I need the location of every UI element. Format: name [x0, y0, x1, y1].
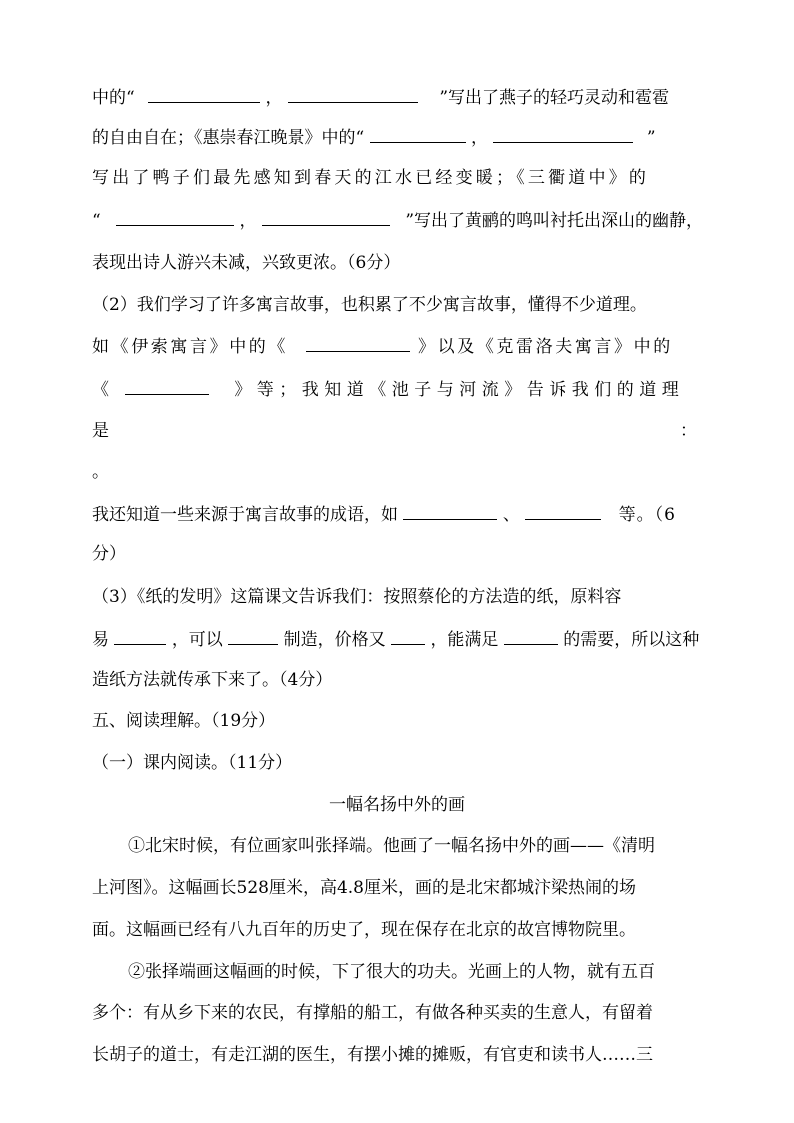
- text: 》以及《克雷洛夫寓言》中的: [418, 337, 673, 357]
- text: 写出了鸭子们最先感知到春天的江水已经变暖；《三衢道中》的: [92, 168, 650, 188]
- text: 造纸方法就传承下来了。（4分）: [92, 670, 333, 690]
- passage-line: [92, 878, 636, 898]
- q3-line-3: [92, 670, 332, 690]
- text: 分）: [92, 544, 126, 564]
- blank[interactable]: [370, 127, 466, 143]
- text: （2）我们学习了许多寓言故事，也积累了不少寓言故事，懂得不少道理。: [92, 295, 647, 315]
- text: 是: [92, 421, 109, 441]
- section-subtitle: [92, 753, 292, 773]
- q2-line-6: [92, 504, 676, 525]
- text: ，可以: [171, 630, 223, 650]
- text: ，能满足: [430, 630, 499, 650]
- blank[interactable]: [403, 504, 497, 520]
- q2-line-2: [92, 336, 673, 357]
- text: （一）课内阅读。（11分）: [92, 753, 293, 773]
- q2-line-4: [92, 421, 702, 441]
- passage-line: [92, 920, 636, 940]
- text: 的需要，所以这种: [563, 630, 700, 650]
- blank[interactable]: [228, 629, 278, 645]
- text: 《: [92, 380, 115, 400]
- blank[interactable]: [525, 504, 601, 520]
- text: 长胡子的道士，有走江湖的医生，有摆小摊的摊贩，有官吏和读书人……三: [92, 1045, 653, 1065]
- passage-line: [92, 1045, 653, 1065]
- q2-line-7: [92, 544, 126, 564]
- passage-line: [92, 1003, 653, 1023]
- blank[interactable]: [391, 629, 425, 645]
- text: 我还知道一些来源于寓言故事的成语，如: [92, 505, 398, 525]
- blank[interactable]: [148, 87, 260, 103]
- text: ：: [680, 421, 697, 441]
- text: 表现出诗人游兴未减，兴致更浓。（6分）: [92, 253, 401, 273]
- text: “: [92, 211, 101, 231]
- text: 。: [92, 462, 109, 482]
- text: ”写出了黄鹂的鸣叫衬托出深山的幽静，: [405, 211, 704, 231]
- text: 五、阅读理解。（19分）: [92, 711, 276, 731]
- text: 等。（6: [618, 505, 676, 525]
- blank[interactable]: [306, 336, 410, 352]
- text: ，: [239, 211, 257, 231]
- section-title: [92, 711, 275, 731]
- text: 多个：有从乡下来的农民，有撑船的船工，有做各种买卖的生意人，有留着: [92, 1003, 653, 1023]
- text: 如《伊索寓言》中的《: [92, 337, 288, 357]
- text: 》等；我知道《池子与河流》告诉我们的道理: [234, 380, 685, 400]
- fill-line-1: [92, 87, 669, 108]
- fill-line-2: [92, 127, 656, 148]
- blank[interactable]: [116, 210, 234, 226]
- text: 、: [502, 505, 520, 525]
- text: 中的“: [92, 88, 135, 108]
- q3-line-2: [92, 629, 699, 650]
- text: ”: [646, 128, 656, 148]
- passage-line: [128, 836, 655, 856]
- text: ①北宋时候，有位画家叫张择端。他画了一幅名扬中外的画——《清明: [128, 836, 655, 856]
- q2-line-5: [92, 462, 109, 482]
- text: ②张择端画这幅画的时候，下了很大的功夫。光画上的人物，就有五百: [128, 962, 655, 982]
- blank[interactable]: [504, 629, 558, 645]
- text: ，: [471, 128, 489, 148]
- blank[interactable]: [114, 629, 166, 645]
- passage-line: [128, 962, 655, 982]
- text: 易: [92, 630, 109, 650]
- text: 制造，价格又: [283, 630, 386, 650]
- q2-line-1: [92, 295, 647, 315]
- blank[interactable]: [262, 210, 390, 226]
- text: 上河图》。这幅画长528厘米，高4.8厘米，画的是北宋都城汴梁热闹的场: [92, 878, 636, 898]
- fill-line-4: [92, 210, 703, 231]
- text: 面。这幅画已经有八九百年的历史了，现在保存在北京的故宫博物院里。: [92, 920, 636, 940]
- text: ”写出了燕子的轻巧灵动和雹雹: [439, 88, 670, 108]
- q3-line-1: [92, 587, 621, 607]
- blank[interactable]: [125, 379, 209, 395]
- text: 一幅名扬中外的画: [329, 795, 465, 815]
- text: ，: [265, 88, 283, 108]
- text: （3）《纸的发明》这篇课文告诉我们：按照蔡伦的方法造的纸，原料容: [92, 587, 622, 607]
- q2-line-3: [92, 379, 684, 400]
- passage-title: [0, 795, 794, 815]
- text: 的自由自在；《惠崇春江晚景》中的“: [92, 128, 365, 148]
- fill-line-5: [92, 253, 400, 273]
- blank[interactable]: [288, 87, 418, 103]
- fill-line-3: [92, 168, 649, 188]
- blank[interactable]: [493, 127, 633, 143]
